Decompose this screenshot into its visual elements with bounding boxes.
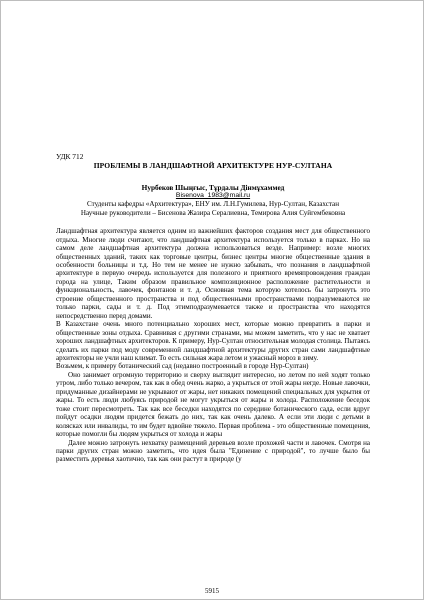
udk-code: УДК 712 — [56, 152, 84, 161]
article — [56, 152, 370, 464]
author-email-link[interactable]: Bisenova_1983@mail.ru — [175, 192, 251, 199]
scientific-supervisors: Научные руководители – Бисенова Жазира Сералиевна, Темирова Алия Суйгембековна — [80, 208, 346, 217]
author-affiliation: Студенты кафедры «Архитектура», ЕНУ им. Л.Н.Гумилева, Нур-Султан, Казахстан — [87, 200, 339, 208]
author-names: Нурбеков Шыңғыс, Тұрдалы Дінмұхаммед — [141, 183, 285, 192]
paragraph-5: Далее можно затронуть нехватку размещений деревьев возле прохожей части и лавочек. Смотря на парки других стран можно заметить, что идея была "Единение с природой", то лучше было бы разместить деревья хаотично, так как они растут в природе (у — [56, 438, 370, 464]
paragraph-2: В Казахстане очень много потенциально хороших мест, которые можно превратить в парки и общественные зоны отдыха. Сравнивая с другими странами, мы можем заметить, что у нас не хватает хороших ландшафтных архитекторов. К примеру, Нур-Султан относительная молодая столица. Пытаясь сделать их парки под моду современной ландшафтной архитектуры других стран сами ландшафтные архитекторы не учли наш климат. То есть сильная жара летом и ужасный мороз в зиму. — [56, 320, 370, 362]
article-title: ПРОБЛЕМЫ В ЛАНДШАФТНОЙ АРХИТЕКТУРЕ НУР-СУЛТАНА — [93, 161, 333, 170]
paragraph-4: Оно занимает огромную территорию и сверху выглядит интересно, но летом по ней ходят только утром, либо только вечером, так как в обед очень жарко, а укрыться от этой жары негде. Новые лавочки, придуманные дизайнерами не укрывают от жары, нет никаких помещений специальных для укрытия от жары. То есть люди любуясь природой не могут укрыться от жары и холода. Расположение беседок тоже стоит пересмотреть. Так как все беседки находятся по середине ботанического сада, если вдруг пойдут осадки людям придется бежать до них, так как очень далеко. А если эти люди с детьми в колясках или инвалиды, то им будет вдвойне тяжело. Первая проблема - это общественные помещения, которые помогли бы людям укрыться от холода и жары — [56, 370, 370, 439]
page-number: 5915 — [205, 587, 219, 595]
article-body — [56, 227, 370, 464]
paragraph-3: Возьмем, к примеру ботанический сад (недавно построенный в городе Нур-Султан) — [56, 362, 309, 371]
paragraph-1: Ландшафтная архитектура является одним из важнейших факторов создания мест для общественного отдыха. Многие люди считают, что ландшафтная архитектура используется только в парках. Но на самом деле ландшафтная архитектура должна использоваться везде. Например: возле многих общественных зданий, таких как торговые центры, бизнес центры многие общественные здания в особенности больницы и т.д. Но тем не менее не нужно забывать, что познания в ландшафтной архитектуре в первую очередь используется для полезного и приятного времяпровождения граждан города на улице, Таким образом правильное композиционное расположение растительности и функциональность, лавочек, фонтанов и т. д. Основная тема которую хотелось бы затронуть это строение общественного пространства и под общественными пространствами подразумеваются не только парки, сады и т. д. Под этимподразумевается также и пространства что находятся непосредственно перед домами. — [56, 227, 370, 320]
